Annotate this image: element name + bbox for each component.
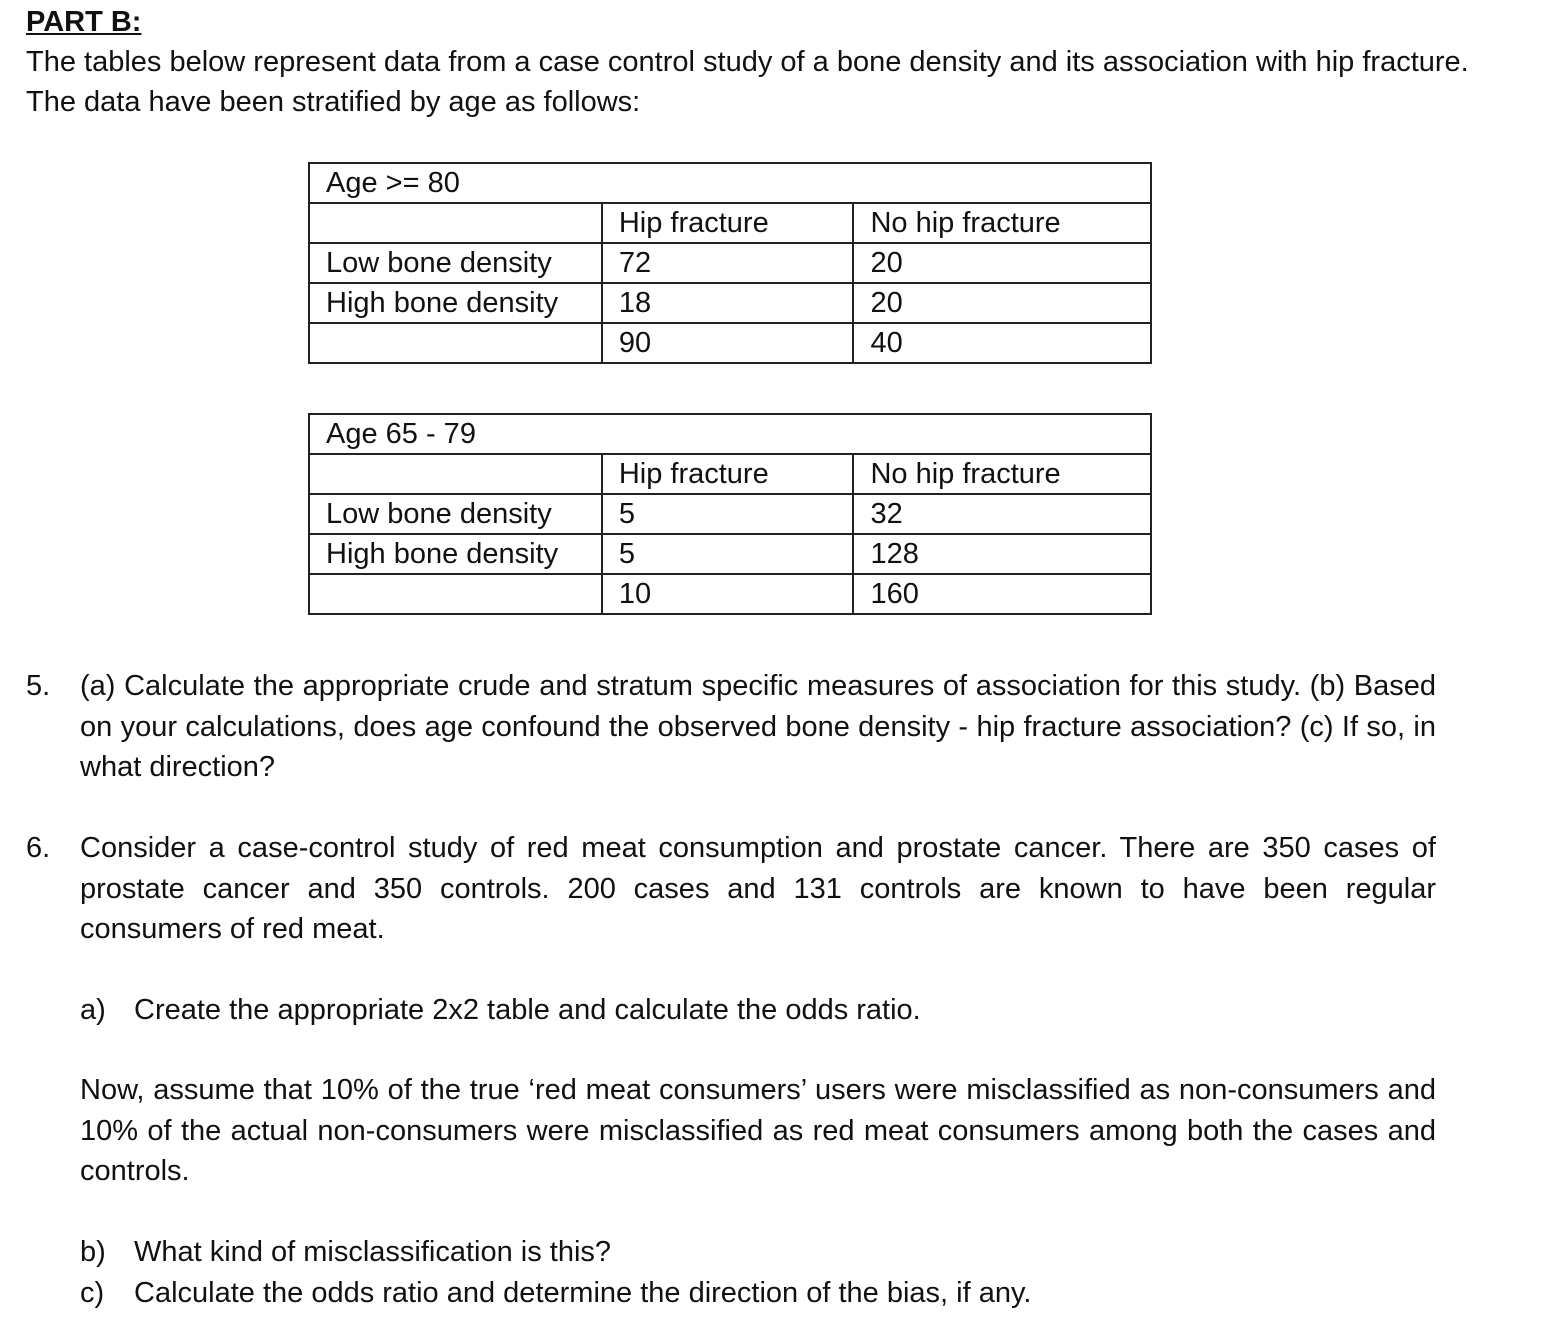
subquestion-text: What kind of misclassification is this?: [134, 1236, 612, 1268]
header-cell: [309, 203, 602, 243]
table-cell: 90: [602, 323, 854, 363]
table-cell: 10: [602, 574, 854, 614]
subquestion-label: a): [80, 994, 106, 1026]
table-row: [309, 283, 1151, 323]
header-cell: Hip fracture: [602, 454, 854, 494]
subquestion-c: [80, 1273, 1436, 1313]
table-cell: 32: [853, 494, 1151, 534]
table-age-65-79: [308, 413, 1152, 615]
row-label: Low bone density: [309, 243, 602, 283]
table-cell: 128: [853, 534, 1151, 574]
header-cell: No hip fracture: [853, 203, 1151, 243]
question-number: 6.: [26, 832, 51, 864]
subquestion-text: Create the appropriate 2x2 table and calculate the odds ratio.: [134, 994, 921, 1026]
intro-paragraph: The tables below represent data from a case control study of a bone density and its association with hip fracture. The data have been stratified by age as follows:: [26, 46, 1469, 118]
subquestion-label: b): [80, 1236, 106, 1268]
table-header-row: [309, 203, 1151, 243]
header-cell: No hip fracture: [853, 454, 1151, 494]
table-title-row: [309, 414, 1151, 454]
question-text: Consider a case-control study of red meat consumption and prostate cancer. There are 350 cases of prostate cancer and 350 controls. 200 cases and 131 controls are known to have been regular consumers of red meat.: [80, 832, 1436, 945]
table-row: [309, 494, 1151, 534]
header-cell: Hip fracture: [602, 203, 854, 243]
row-label: [309, 574, 602, 614]
table-age-80-plus: [308, 162, 1152, 364]
row-label: Low bone density: [309, 494, 602, 534]
table-title: Age >= 80: [309, 163, 1151, 203]
table-total-row: [309, 323, 1151, 363]
table-cell: 18: [602, 283, 854, 323]
question-text: (a) Calculate the appropriate crude and stratum specific measures of association for this study. (b) Based on your calculations, does age confound the observed bone density - hip fracture association? (c) If so, in what direction?: [80, 670, 1436, 783]
part-heading: PART B:: [26, 6, 142, 38]
question-number: 5.: [26, 670, 51, 702]
question-5: [26, 666, 1436, 788]
question-6: [26, 828, 1436, 950]
subquestion-a: [80, 990, 1436, 1030]
table-row: [309, 534, 1151, 574]
table-cell: 5: [602, 534, 854, 574]
misclassification-paragraph: Now, assume that 10% of the true ‘red meat consumers’ users were misclassified as non-consumers and 10% of the actual non-consumers were misclassified as red meat consumers among both the cases and controls.: [80, 1074, 1436, 1187]
table-row: [309, 243, 1151, 283]
table-cell: 20: [853, 243, 1151, 283]
table-title-row: [309, 163, 1151, 203]
table-total-row: [309, 574, 1151, 614]
row-label: [309, 323, 602, 363]
header-cell: [309, 454, 602, 494]
table-cell: 5: [602, 494, 854, 534]
table-cell: 40: [853, 323, 1151, 363]
subquestion-label: c): [80, 1277, 105, 1309]
row-label: High bone density: [309, 283, 602, 323]
subquestion-b: [80, 1232, 1436, 1272]
table-cell: 20: [853, 283, 1151, 323]
table-cell: 72: [602, 243, 854, 283]
table-title: Age 65 - 79: [309, 414, 1151, 454]
subquestion-text: Calculate the odds ratio and determine the direction of the bias, if any.: [134, 1277, 1032, 1309]
table-cell: 160: [853, 574, 1151, 614]
row-label: High bone density: [309, 534, 602, 574]
table-header-row: [309, 454, 1151, 494]
